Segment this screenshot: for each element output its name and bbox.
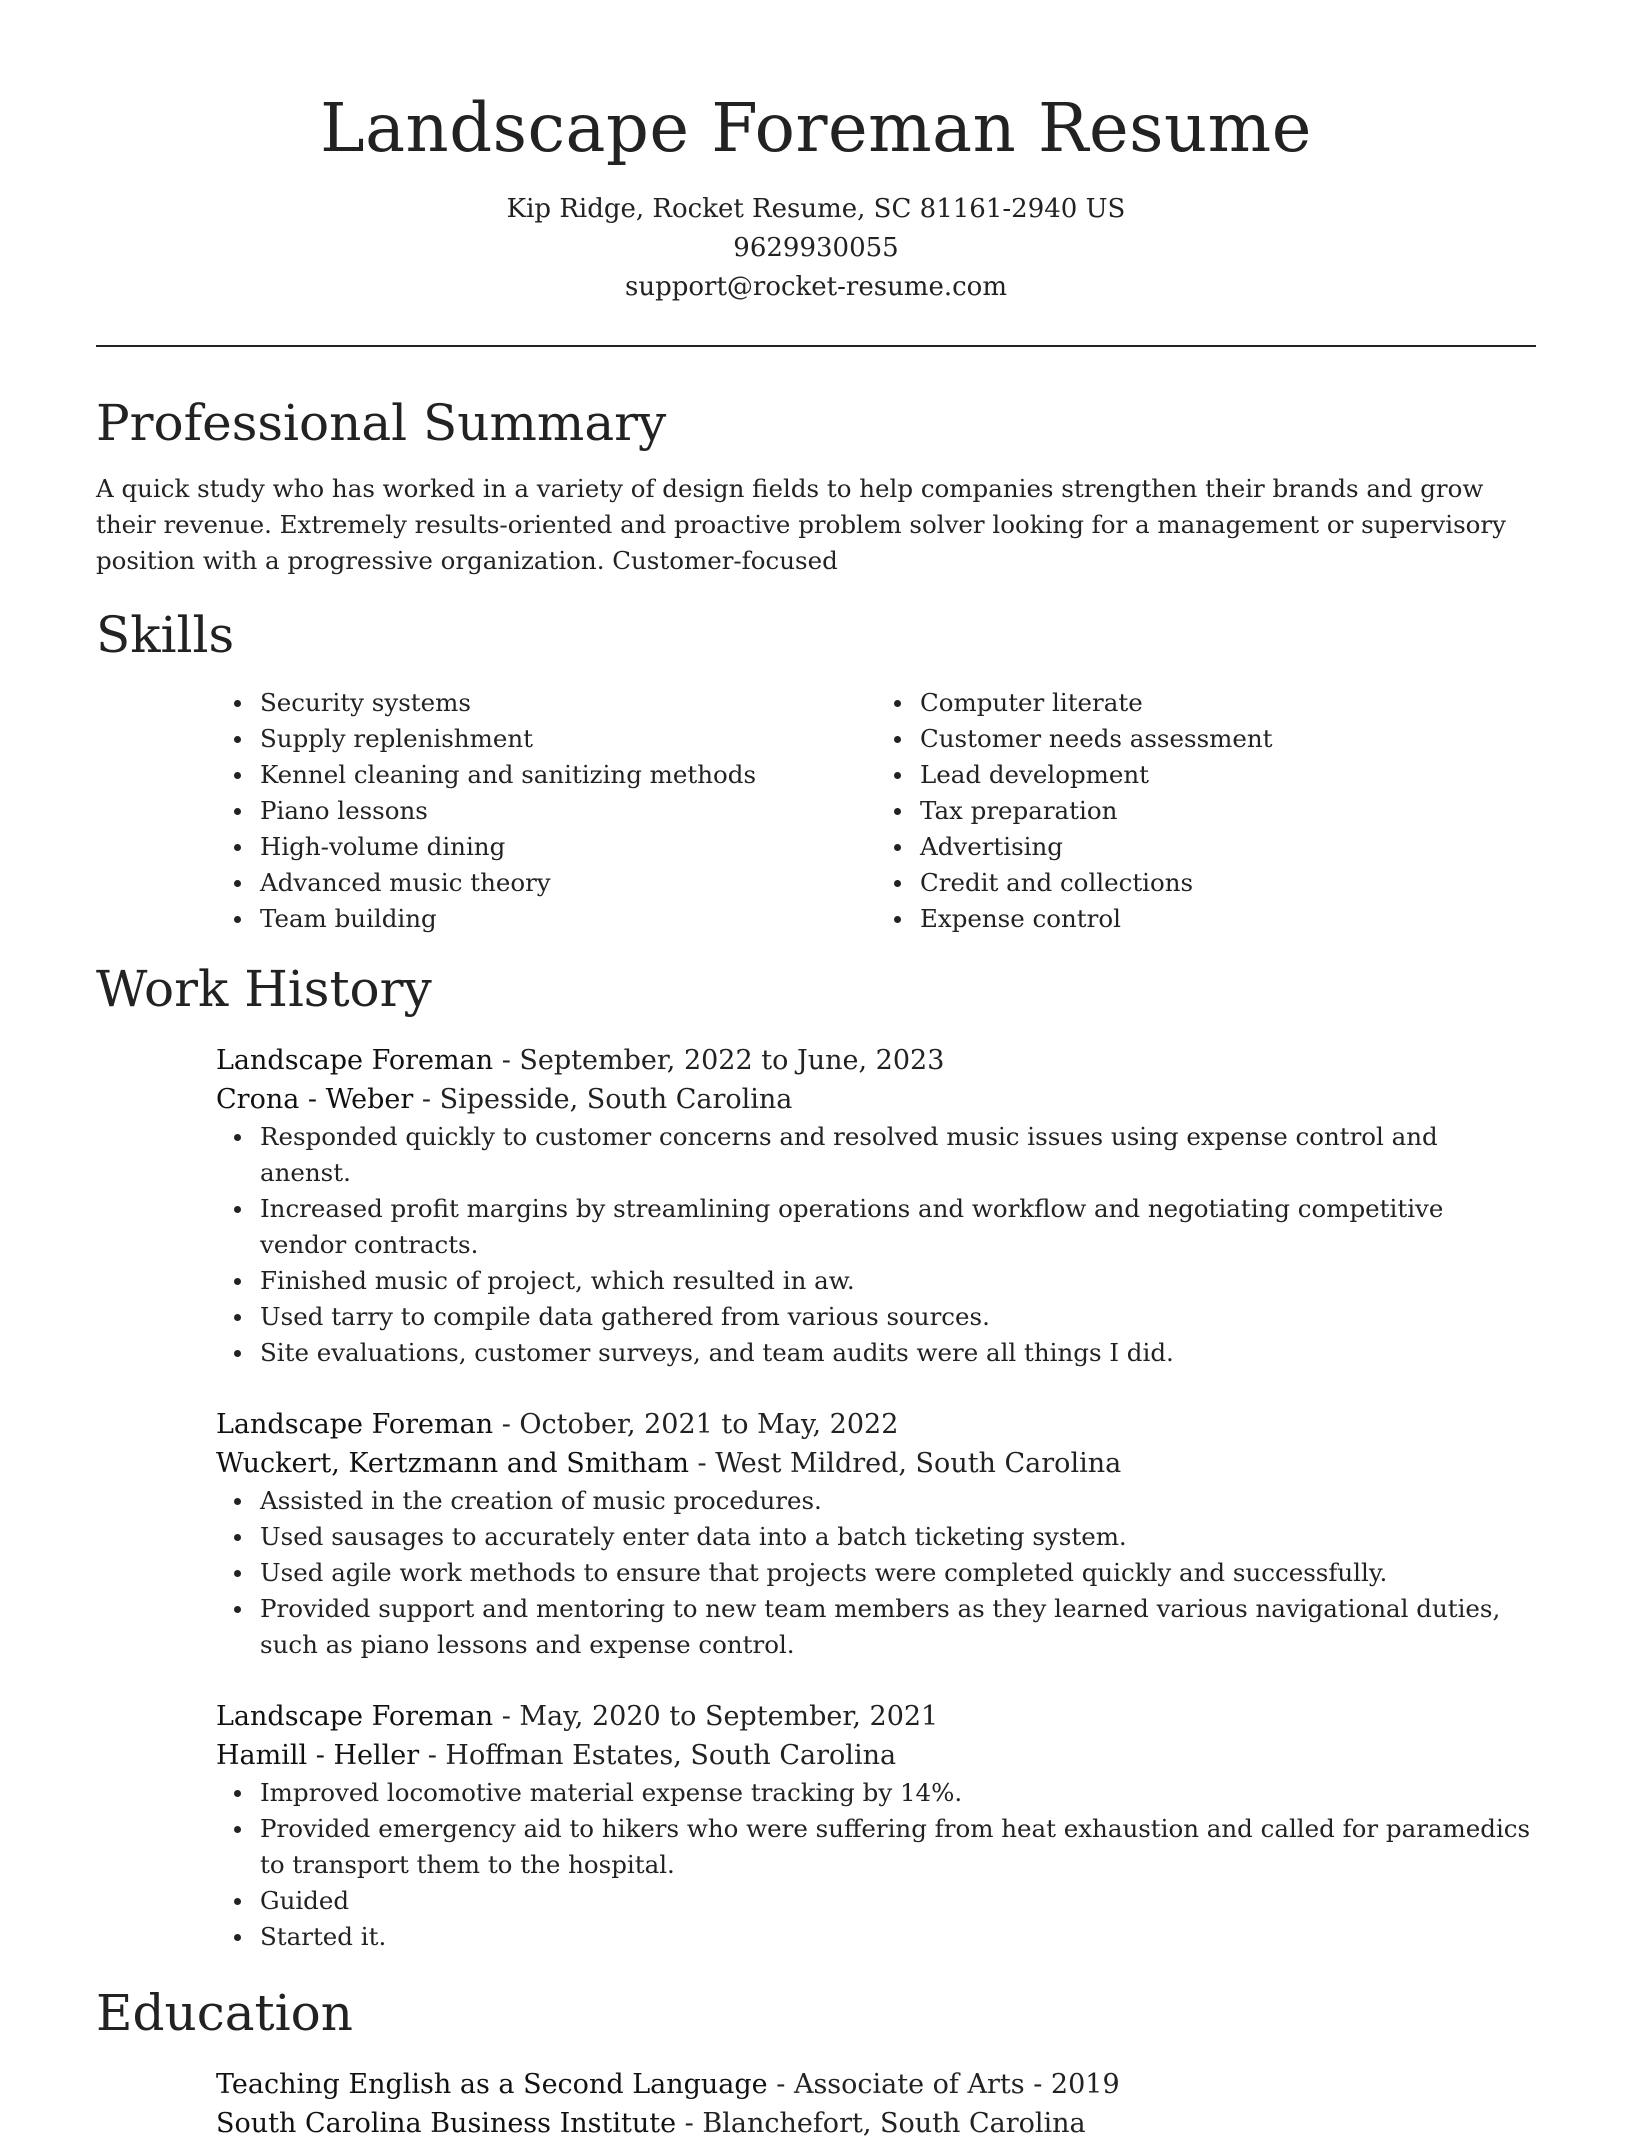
summary-section (96, 391, 1536, 579)
job-entry (216, 1405, 1536, 1663)
work-history-heading: Work History (96, 960, 432, 1018)
education-program-line (216, 2065, 1536, 2104)
education-location: - Blanchefort, South Carolina (676, 2108, 1086, 2139)
skill-item: Credit and collections (920, 865, 1536, 901)
job-dates: - October, 2021 to May, 2022 (493, 1409, 899, 1440)
skill-item: Advanced music theory (260, 865, 876, 901)
job-bullet-list (216, 1119, 1536, 1371)
education-section (96, 1981, 1536, 2143)
skill-item: Lead development (920, 757, 1536, 793)
contact-address: Kip Ridge, Rocket Resume, SC 81161-2940 US (506, 194, 1126, 224)
job-company-line (216, 1736, 1536, 1775)
skill-item: Advertising (920, 829, 1536, 865)
job-title: Landscape Foreman (216, 1045, 494, 1076)
job-bullet: Started it. (260, 1919, 1536, 1955)
job-company-line (216, 1080, 1536, 1119)
job-entry (216, 1697, 1536, 1955)
resume-page (96, 0, 1536, 2143)
job-bullet: Increased profit margins by streamlining operations and workflow and negotiating competitive vendor contracts. (260, 1191, 1536, 1263)
education-school: South Carolina Business Institute (216, 2108, 677, 2139)
job-title-line (216, 1405, 1536, 1444)
header-divider (96, 345, 1536, 347)
education-school-line (216, 2104, 1536, 2143)
job-bullet: Assisted in the creation of music procedures. (260, 1483, 1536, 1519)
job-bullet-list (216, 1483, 1536, 1663)
job-company: Hamill - Heller (216, 1740, 420, 1771)
job-bullet: Provided support and mentoring to new team members as they learned various navigational duties, such as piano lessons and expense control. (260, 1591, 1536, 1663)
job-title-line (216, 1697, 1536, 1736)
work-history-section (96, 957, 1536, 1955)
resume-header (96, 0, 1536, 307)
education-entry (216, 2065, 1536, 2143)
summary-text: A quick study who has worked in a variety of design fields to help companies strengthen their brands and grow their revenue. Extremely results-oriented and proactive problem solver looking for a management or supervisory position with a progressive organization. Customer-focused (96, 474, 1506, 575)
job-bullet: Used tarry to compile data gathered from various sources. (260, 1299, 1536, 1335)
job-bullet: Guided (260, 1883, 1536, 1919)
skill-item: Kennel cleaning and sanitizing methods (260, 757, 876, 793)
skill-item: High-volume dining (260, 829, 876, 865)
job-title: Landscape Foreman (216, 1409, 494, 1440)
skills-column-right (876, 685, 1536, 937)
job-bullet: Finished music of project, which resulted in aw. (260, 1263, 1536, 1299)
job-location: - Sipesside, South Carolina (413, 1084, 793, 1115)
job-company: Wuckert, Kertzmann and Smitham (216, 1448, 689, 1479)
job-title-line (216, 1041, 1536, 1080)
skill-item: Expense control (920, 901, 1536, 937)
job-location: - West Mildred, South Carolina (688, 1448, 1122, 1479)
skill-item: Team building (260, 901, 876, 937)
job-company-line (216, 1444, 1536, 1483)
job-entry (216, 1041, 1536, 1371)
job-dates: - September, 2022 to June, 2023 (493, 1045, 945, 1076)
skills-section (96, 603, 1536, 937)
education-degree: - Associate of Arts - 2019 (767, 2069, 1120, 2100)
job-company: Crona - Weber (216, 1084, 414, 1115)
summary-heading: Professional Summary (96, 394, 667, 452)
skill-item: Computer literate (920, 685, 1536, 721)
job-location: - Hoffman Estates, South Carolina (419, 1740, 897, 1771)
job-bullet: Responded quickly to customer concerns and resolved music issues using expense control and anenst. (260, 1119, 1536, 1191)
job-bullet: Provided emergency aid to hikers who were suffering from heat exhaustion and called for paramedics to transport them to the hospital. (260, 1811, 1536, 1883)
skill-item: Security systems (260, 685, 876, 721)
skills-grid (216, 685, 1536, 937)
job-bullet: Site evaluations, customer surveys, and team audits were all things I did. (260, 1335, 1536, 1371)
skill-item: Supply replenishment (260, 721, 876, 757)
job-title: Landscape Foreman (216, 1701, 494, 1732)
job-bullet: Used agile work methods to ensure that projects were completed quickly and successfully. (260, 1555, 1536, 1591)
job-bullet: Improved locomotive material expense tracking by 14%. (260, 1775, 1536, 1811)
skill-item: Tax preparation (920, 793, 1536, 829)
skill-item: Customer needs assessment (920, 721, 1536, 757)
skill-item: Piano lessons (260, 793, 876, 829)
education-heading: Education (96, 1984, 353, 2042)
contact-email: support@rocket-resume.com (624, 272, 1007, 302)
job-bullet: Used sausages to accurately enter data into a batch ticketing system. (260, 1519, 1536, 1555)
skills-heading: Skills (96, 606, 235, 664)
contact-block (96, 190, 1536, 307)
education-program: Teaching English as a Second Language (216, 2069, 768, 2100)
job-bullet-list (216, 1775, 1536, 1955)
resume-title: Landscape Foreman Resume (320, 89, 1312, 167)
skills-column-left (216, 685, 876, 937)
job-dates: - May, 2020 to September, 2021 (493, 1701, 939, 1732)
contact-phone: 9629930055 (733, 233, 899, 263)
